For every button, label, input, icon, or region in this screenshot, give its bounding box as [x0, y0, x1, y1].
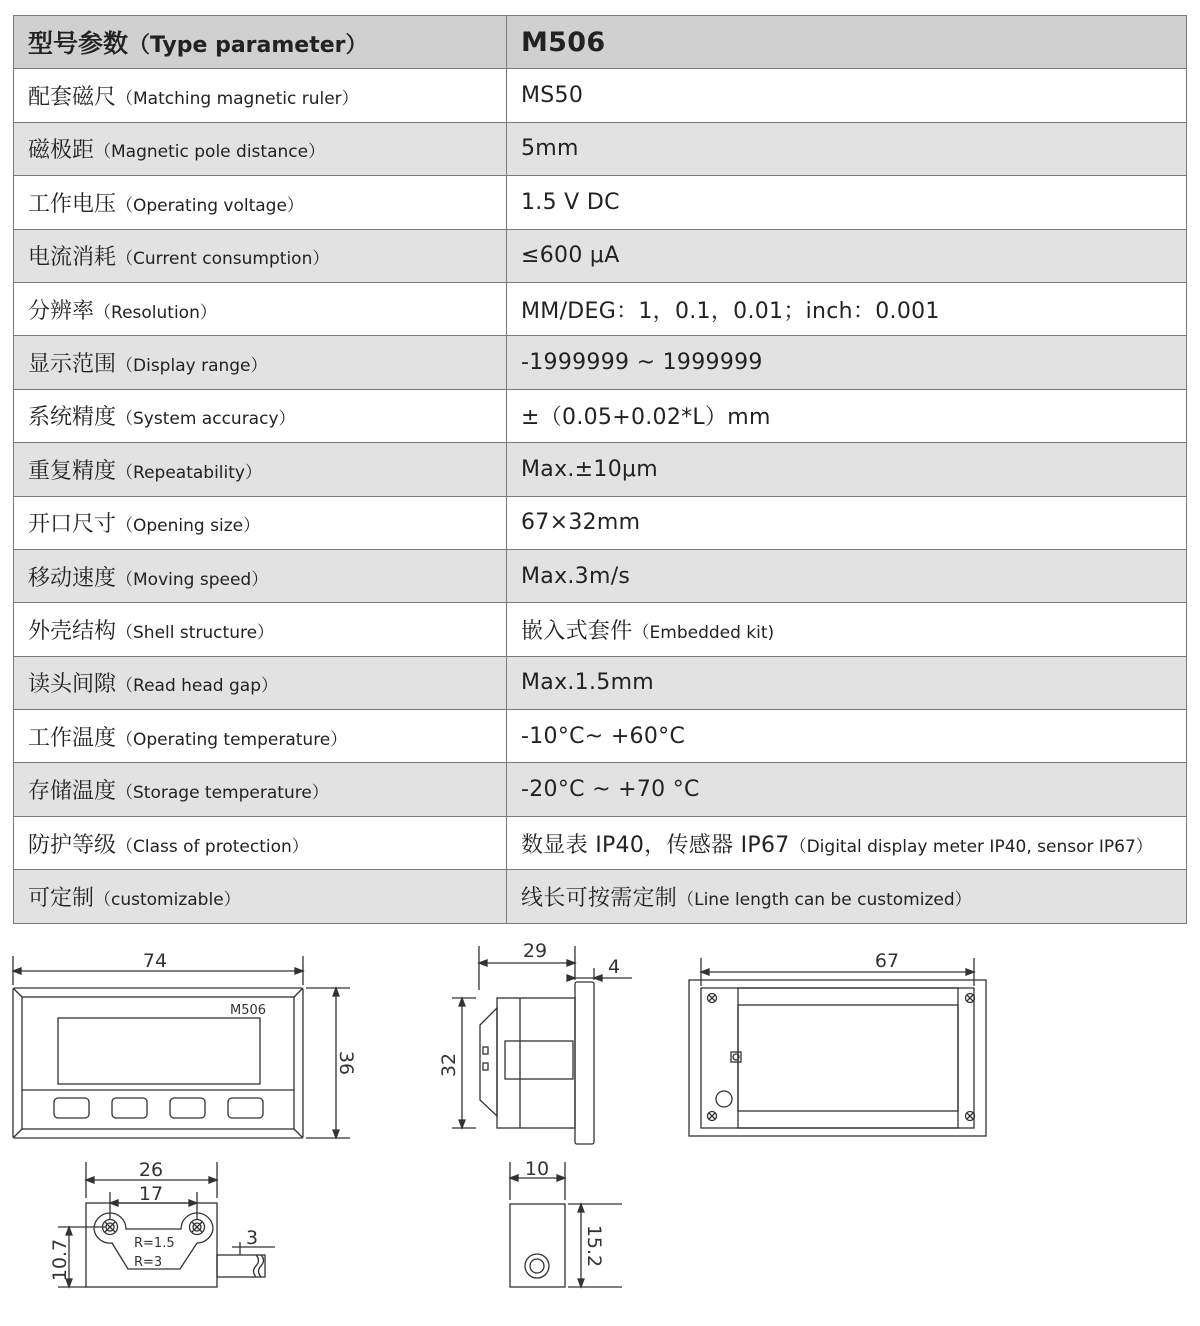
param-label-en: （Current consumption） [116, 249, 330, 270]
param-label-cell [14, 816, 507, 869]
param-value: Max.±10μm [521, 456, 659, 482]
param-value: 数显表 IP40，传感器 IP67 [521, 832, 790, 858]
param-label-cell [14, 549, 507, 602]
sensor-side-width-label: 10 [524, 1158, 550, 1180]
param-value-en: （Embedded kit) [632, 622, 775, 643]
param-label-cn: 重复精度 [28, 458, 117, 484]
table-row [14, 656, 1187, 709]
param-value: 嵌入式套件 [521, 618, 633, 644]
param-label-cell [14, 710, 507, 763]
front-width-label: 74 [142, 950, 168, 972]
param-value-cell [507, 816, 1187, 869]
sensor-cable-label: 3 [245, 1227, 259, 1249]
param-value-en: （Line length can be customized） [677, 889, 972, 910]
front-model-label: M506 [230, 1003, 267, 1018]
param-label-en: （Display range） [116, 356, 268, 377]
param-label-cell [14, 122, 507, 175]
table-row [14, 496, 1187, 549]
header-model-value: M506 [521, 26, 606, 58]
param-label-cn: 外壳结构 [28, 618, 117, 644]
param-label-en: （Moving speed） [116, 569, 269, 590]
param-value-cell [507, 710, 1187, 763]
param-label-cn: 系统精度 [28, 405, 117, 431]
param-label-cell [14, 443, 507, 496]
param-value-cell [507, 870, 1187, 923]
param-value: -1999999 ~ 1999999 [521, 350, 763, 376]
param-label-cell [14, 603, 507, 656]
table-row [14, 443, 1187, 496]
param-label-en: （Storage temperature） [116, 783, 329, 804]
param-label-cn: 存储温度 [28, 779, 117, 805]
param-label-cn: 工作电压 [28, 191, 117, 217]
table-row [14, 389, 1187, 442]
param-label-cn: 配套磁尺 [28, 85, 117, 111]
param-value: MM/DEG：1，0.1，0.01；inch：0.001 [521, 298, 940, 324]
param-value: 1.5 V DC [521, 189, 620, 215]
param-value-cell [507, 496, 1187, 549]
param-label-en: （Operating temperature） [116, 729, 348, 750]
param-label-en: （Magnetic pole distance） [94, 142, 326, 163]
param-label-cell [14, 763, 507, 816]
param-label-en: （Opening size） [116, 516, 261, 537]
table-row [14, 710, 1187, 763]
table-row [14, 229, 1187, 282]
param-value: 线长可按需定制 [521, 885, 678, 911]
sensor-large-radius-label: R=3 [134, 1255, 163, 1270]
param-value: -20°C ~ +70 °C [521, 777, 700, 803]
param-value: 67×32mm [521, 510, 641, 536]
param-value-cell [507, 603, 1187, 656]
sensor-side-height-label: 15.2 [583, 1224, 605, 1268]
table-row [14, 176, 1187, 229]
param-label-cell [14, 69, 507, 122]
param-value-cell [507, 69, 1187, 122]
param-label-cell [14, 389, 507, 442]
table-row [14, 69, 1187, 122]
table-row [14, 336, 1187, 389]
table-row [14, 603, 1187, 656]
param-value: Max.3m/s [521, 563, 631, 589]
param-value-cell [507, 549, 1187, 602]
param-label-en: （Resolution） [94, 302, 217, 323]
param-label-cn: 工作温度 [28, 725, 117, 751]
param-value: MS50 [521, 83, 584, 109]
param-label-cn: 磁极距 [28, 138, 95, 164]
header-label-cell [14, 16, 507, 69]
table-row [14, 816, 1187, 869]
param-value-cell [507, 282, 1187, 335]
param-value-cell [507, 656, 1187, 709]
param-value-cell [507, 122, 1187, 175]
param-label-cell [14, 870, 507, 923]
header-label-en: （Type parameter） [128, 33, 368, 59]
param-label-en: （System accuracy） [116, 409, 296, 430]
param-label-en: （Operating voltage） [116, 195, 304, 216]
header-label-cn: 型号参数 [28, 29, 129, 59]
param-label-en: （Class of protection） [116, 836, 309, 857]
param-label-cn: 读头间隙 [28, 672, 117, 698]
param-label-cell [14, 176, 507, 229]
side-flange-label: 4 [607, 956, 621, 978]
param-value: Max.1.5mm [521, 670, 655, 696]
param-value-cell [507, 763, 1187, 816]
table-row [14, 549, 1187, 602]
param-label-cell [14, 229, 507, 282]
param-label-en: （Shell structure） [116, 622, 275, 643]
dimension-drawings [0, 930, 1200, 1326]
sensor-hole-spacing-label: 17 [138, 1183, 164, 1205]
side-view-drawing [438, 940, 632, 1144]
table-row [14, 870, 1187, 923]
spec-table [13, 15, 1187, 924]
param-value-cell [507, 229, 1187, 282]
param-label-cell [14, 496, 507, 549]
table-header-row [14, 16, 1187, 69]
sensor-side-drawing [510, 1158, 622, 1287]
sensor-top-drawing [49, 1159, 275, 1287]
param-label-cn: 可定制 [28, 885, 95, 911]
side-depth-label: 29 [522, 940, 548, 962]
sensor-height-label: 10.7 [49, 1238, 71, 1282]
param-label-cell [14, 282, 507, 335]
param-label-en: （Repeatability） [116, 462, 262, 483]
param-label-en: （Matching magnetic ruler） [116, 89, 359, 110]
param-label-cn: 防护等级 [28, 832, 117, 858]
param-value-cell [507, 336, 1187, 389]
param-value: ±（0.05+0.02*L）mm [521, 405, 771, 431]
param-label-cell [14, 656, 507, 709]
param-value-cell [507, 443, 1187, 496]
param-label-en: （customizable） [94, 889, 241, 910]
param-label-en: （Read head gap） [116, 676, 278, 697]
param-label-cn: 移动速度 [28, 565, 117, 591]
table-row [14, 122, 1187, 175]
param-label-cn: 开口尺寸 [28, 512, 117, 538]
param-value-cell [507, 176, 1187, 229]
param-label-cn: 分辨率 [28, 298, 95, 324]
param-value-cell [507, 389, 1187, 442]
back-view-drawing [689, 950, 986, 1136]
param-value: -10°C~ +60°C [521, 723, 686, 749]
side-height-label: 32 [438, 1052, 460, 1078]
sensor-small-radius-label: R=1.5 [134, 1236, 175, 1251]
back-width-label: 67 [874, 950, 900, 972]
header-value-cell [507, 16, 1187, 69]
front-height-label: 36 [335, 1050, 357, 1076]
front-view-drawing [13, 950, 357, 1138]
table-row [14, 282, 1187, 335]
sensor-outer-width-label: 26 [138, 1159, 164, 1181]
param-label-cn: 显示范围 [28, 352, 117, 378]
param-value: 5mm [521, 136, 579, 162]
param-label-cell [14, 336, 507, 389]
param-label-cn: 电流消耗 [28, 245, 117, 271]
table-row [14, 763, 1187, 816]
param-value-en: （Digital display meter IP40, sensor IP67） [789, 836, 1153, 857]
param-value: ≤600 μA [521, 243, 620, 269]
